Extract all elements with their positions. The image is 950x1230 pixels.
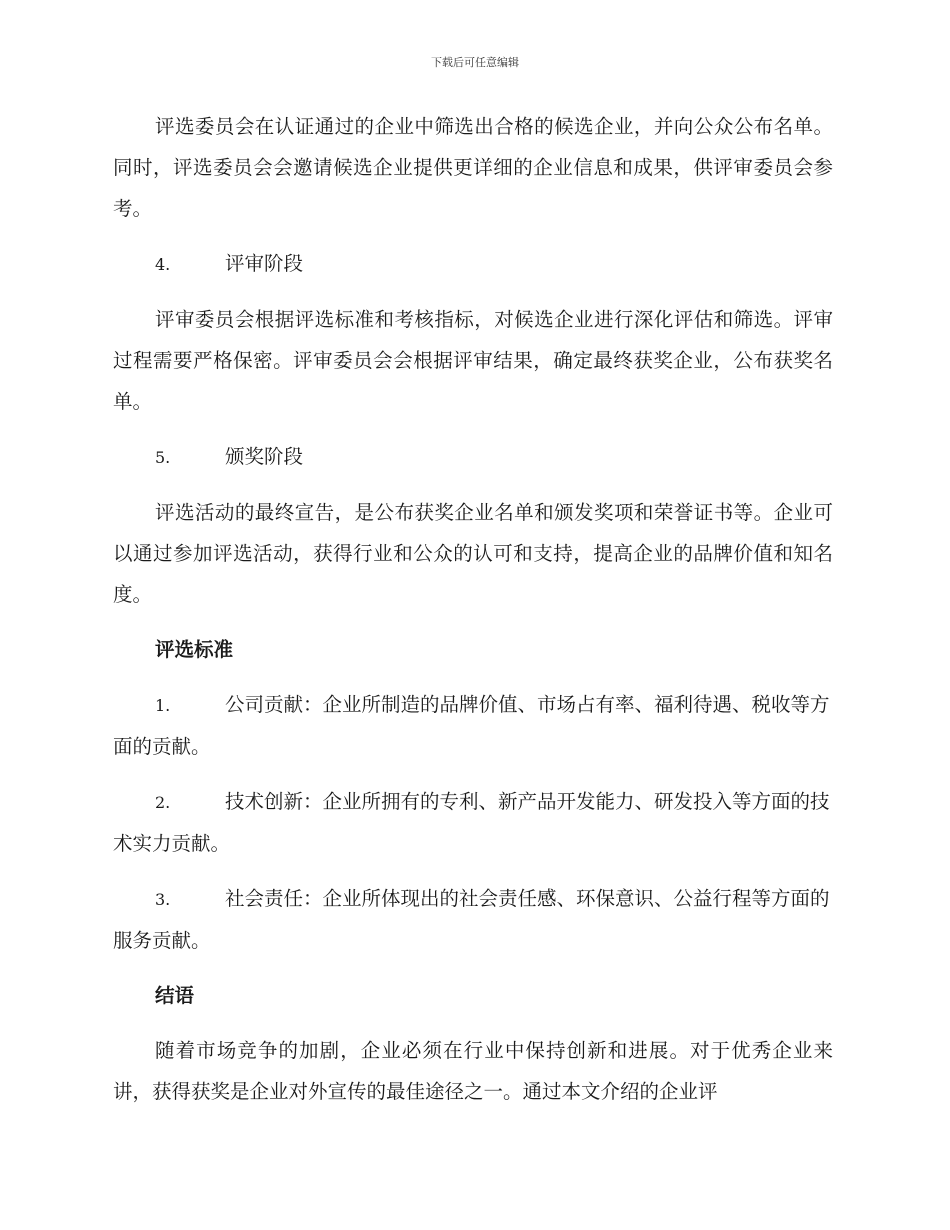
heading-conclusion: 结语 (155, 984, 195, 1007)
list-item-text: 技术创新：企业所拥有的专利、新产品开发能力、研发投入等方面的技术实力贡献。 (113, 790, 830, 855)
list-item-text: 颁奖阶段 (225, 445, 304, 468)
criterion-social-responsibility (113, 878, 833, 961)
list-number: 3. (155, 890, 171, 909)
list-item-review-stage (113, 243, 833, 285)
criterion-company-contribution (113, 684, 833, 767)
list-item-text: 社会责任：企业所体现出的社会责任感、环保意识、公益行程等方面的服务贡献。 (113, 887, 830, 952)
list-item-text: 评审阶段 (225, 252, 304, 275)
paragraph-candidate-selection: 评选委员会在认证通过的企业中筛选出合格的候选企业，并向公众公布名单。同时，评选委员会会邀请候选企业提供更详细的企业信息和成果，供评审委员会参考。 (113, 115, 833, 220)
paragraph-review-stage: 评审委员会根据评选标准和考核指标，对候选企业进行深化评估和筛选。评审过程需要严格保密。评审委员会会根据评审结果，确定最终获奖企业，公布获奖名单。 (113, 308, 833, 413)
list-item-award-stage (113, 436, 833, 478)
paragraph-conclusion: 随着市场竞争的加剧，企业必须在行业中保持创新和进展。对于优秀企业来讲，获得获奖是企业对外宣传的最佳途径之一。通过本文介绍的企业评 (113, 1039, 833, 1103)
heading-selection-criteria: 评选标准 (155, 638, 234, 661)
list-number: 1. (155, 696, 171, 715)
page-header: 下载后可任意编辑 (431, 56, 519, 69)
list-number: 2. (155, 793, 171, 812)
paragraph-award-stage: 评选活动的最终宣告，是公布获奖企业名单和颁发奖项和荣誉证书等。企业可以通过参加评选活动，获得行业和公众的认可和支持，提高企业的品牌价值和知名度。 (113, 501, 833, 606)
criterion-tech-innovation (113, 781, 833, 864)
list-number: 4. (155, 255, 171, 274)
document-body (113, 106, 833, 1126)
list-item-text: 公司贡献：企业所制造的品牌价值、市场占有率、福利待遇、税收等方面的贡献。 (113, 693, 830, 758)
list-number: 5. (155, 448, 171, 467)
